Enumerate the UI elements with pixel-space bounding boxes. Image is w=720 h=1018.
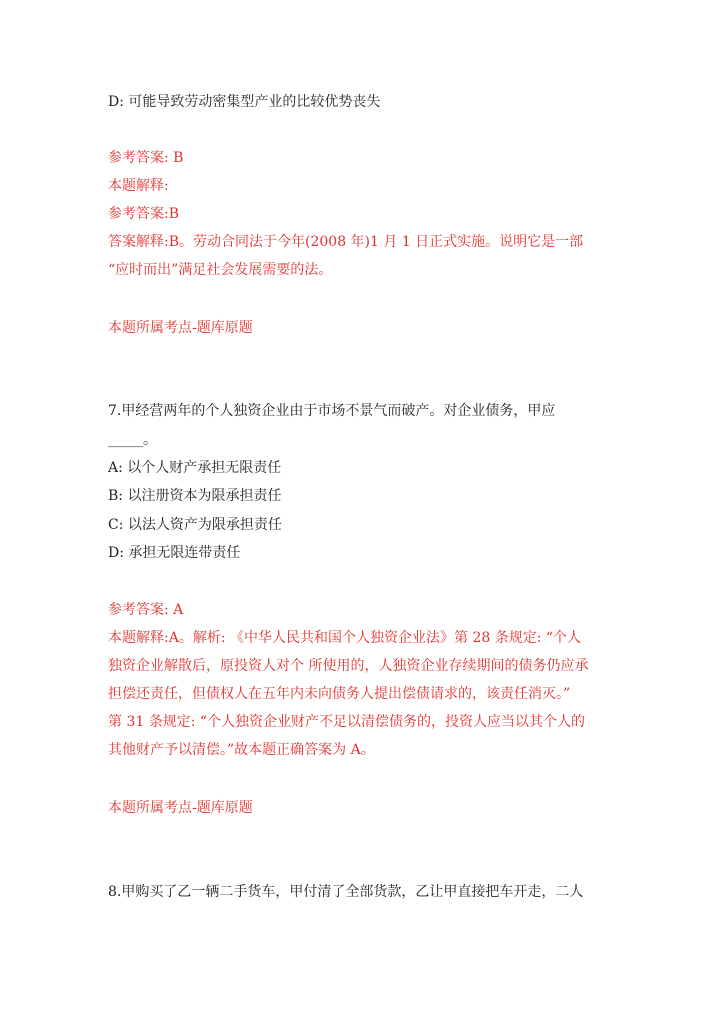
q6-reference-answer-2: 参考答案:B	[108, 206, 180, 222]
q7-option-d: D: 承担无限连带责任	[108, 545, 241, 561]
q6-topic: 本题所属考点-题库原题	[108, 320, 253, 336]
q7-question-line-1: 7.甲经营两年的个人独资企业由于市场不景气而破产。对企业债务，甲应	[108, 403, 556, 419]
q7-explanation-line-3: 担偿还责任，但债权人在五年内未向债务人提出偿债请求的，该责任消灭。”	[108, 686, 571, 702]
q7-option-b: B: 以注册资本为限承担责任	[108, 488, 282, 504]
q7-option-a: A: 以个人财产承担无限责任	[108, 460, 282, 476]
q7-explanation-line-4: 第 31 条规定: “个人独资企业财产不足以清偿债务的，投资人应当以其个人的	[108, 714, 586, 730]
q6-option-d: D: 可能导致劳动密集型产业的比较优势丧失	[108, 94, 381, 110]
q7-topic: 本题所属考点-题库原题	[108, 800, 253, 816]
q7-explanation-line-2: 独资企业解散后，原投资人对个 所使用的，人独资企业存续期间的债务仍应承	[108, 658, 589, 674]
q6-explanation-line-1: 答案解释:B。劳动合同法于今年(2008 年)1 月 1 日正式实施。说明它是一部	[108, 234, 584, 250]
q7-explanation-line-5: 其他财产予以清偿。”故本题正确答案为 A。	[108, 742, 375, 758]
q6-reference-answer: 参考答案: B	[108, 150, 184, 166]
q8-question-line-1: 8.甲购买了乙一辆二手货车，甲付清了全部货款，乙让甲直接把车开走，二人	[108, 884, 584, 900]
q6-explanation-line-2: “应时而出”满足社会发展需要的法。	[108, 262, 333, 278]
q7-explanation-line-1: 本题解释:A。解析: 《中华人民共和国个人独资企业法》第 28 条规定: “个人	[108, 630, 582, 646]
q7-option-c: C: 以法人资产为限承担责任	[108, 517, 282, 533]
q7-question-line-2: _____。	[108, 432, 157, 448]
q6-explanation-label: 本题解释:	[108, 178, 169, 194]
q7-reference-answer: 参考答案: A	[108, 602, 184, 618]
